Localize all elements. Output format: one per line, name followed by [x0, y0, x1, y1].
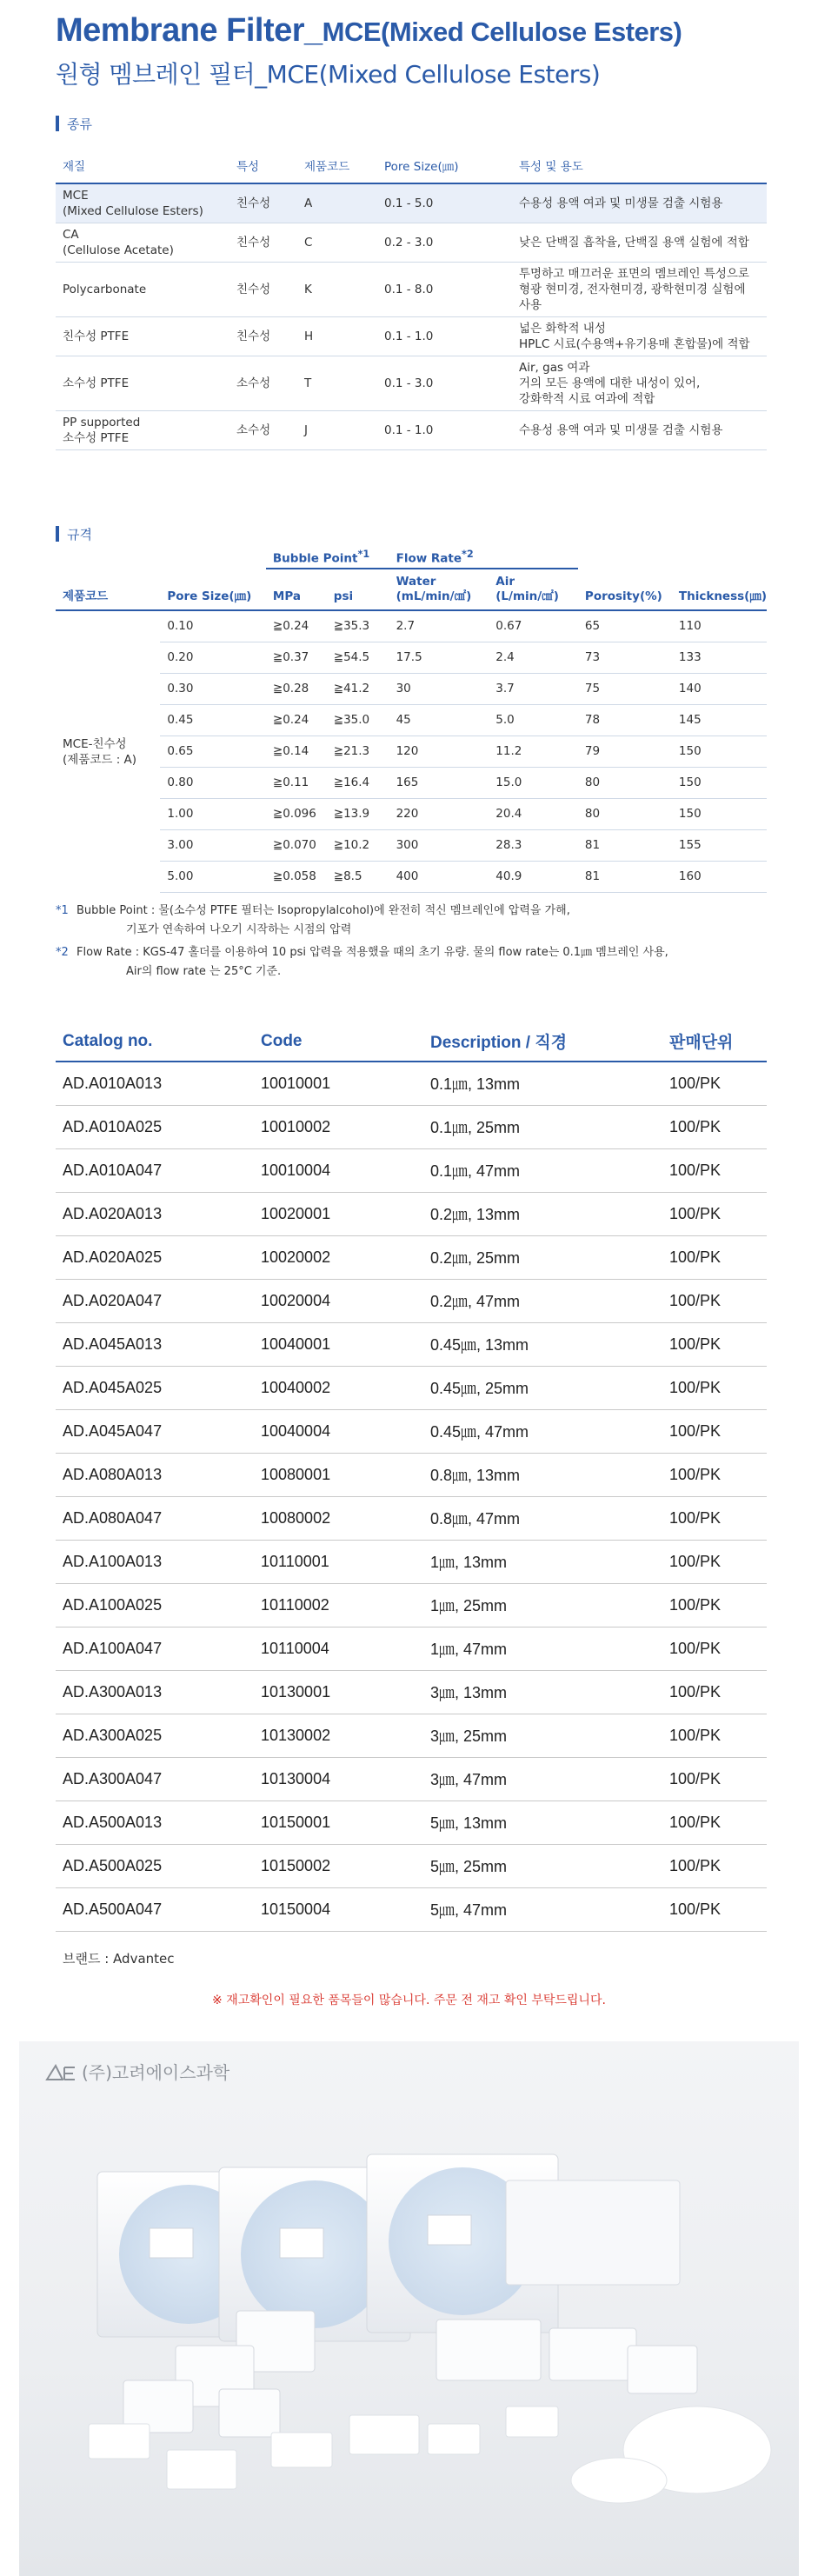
page-subtitle-ko: 원형 멤브레인 필터_MCE(Mixed Cellulose Esters): [56, 60, 601, 89]
spec-air-cell: 2.4: [489, 642, 578, 673]
spec-mpa-cell: ≧0.070: [266, 829, 327, 861]
pore-cell: 0.1 - 8.0: [377, 263, 512, 317]
use-cell: 투명하고 매끄러운 표면의 멤브레인 특성으로 형광 현미경, 전자현미경, 광학현미경 실험에 사용: [512, 263, 767, 317]
spec-porosity-cell: 80: [578, 767, 672, 798]
page-title: Membrane Filter_MCE(Mixed Cellulose Esters): [56, 12, 682, 49]
catalog-cell: 0.45㎛, 25mm: [423, 1366, 662, 1409]
spec-mpa-cell: ≧0.14: [266, 736, 327, 767]
product-photo: [19, 2041, 799, 2576]
catalog-cell: 10080002: [254, 1496, 423, 1540]
spec-thickness-cell: 145: [672, 704, 767, 736]
catalog-cell: 10150002: [254, 1844, 423, 1887]
spec-water-cell: 400: [389, 861, 489, 892]
spec-porosity-cell: 81: [578, 861, 672, 892]
catalog-cell: 10040002: [254, 1366, 423, 1409]
spec-thickness-cell: 110: [672, 610, 767, 642]
catalog-cell: 100/PK: [662, 1540, 767, 1583]
catalog-row: [56, 1670, 767, 1714]
types-col-header: 특성 및 용도: [512, 148, 767, 183]
spec-porosity-cell: 73: [578, 642, 672, 673]
catalog-cell: 5㎛, 47mm: [423, 1887, 662, 1931]
material-cell: 친수성 PTFE: [56, 317, 229, 356]
property-cell: 소수성: [229, 411, 297, 450]
catalog-col-header: Catalog no.: [56, 1022, 254, 1062]
spec-pore-cell: 0.20: [160, 642, 266, 673]
spec-water-cell: 45: [389, 704, 489, 736]
col-thickness: Thickness(㎛): [672, 569, 767, 610]
use-cell: 수용성 용액 여과 및 미생물 검출 시험용: [512, 411, 767, 450]
catalog-cell: 100/PK: [662, 1453, 767, 1496]
spec-psi-cell: ≧35.0: [327, 704, 389, 736]
use-cell: 수용성 용액 여과 및 미생물 검출 시험용: [512, 183, 767, 223]
spec-water-cell: 2.7: [389, 610, 489, 642]
catalog-cell: 3㎛, 25mm: [423, 1714, 662, 1757]
catalog-cell: 1㎛, 25mm: [423, 1583, 662, 1627]
catalog-cell: 0.2㎛, 13mm: [423, 1192, 662, 1235]
types-row: [56, 183, 767, 223]
spec-pore-cell: 0.80: [160, 767, 266, 798]
catalog-cell: 100/PK: [662, 1105, 767, 1148]
catalog-cell: 100/PK: [662, 1887, 767, 1931]
catalog-cell: AD.A020A013: [56, 1192, 254, 1235]
brand-label: 브랜드 : Advantec: [63, 1951, 175, 1967]
col-code: 제품코드: [56, 569, 160, 610]
catalog-cell: 100/PK: [662, 1062, 767, 1105]
catalog-col-header: 판매단위: [662, 1022, 767, 1062]
property-cell: 친수성: [229, 183, 297, 223]
catalog-cell: 10010004: [254, 1148, 423, 1192]
spec-thickness-cell: 160: [672, 861, 767, 892]
types-row: [56, 317, 767, 356]
spec-water-cell: 120: [389, 736, 489, 767]
catalog-row: [56, 1062, 767, 1105]
spec-thickness-cell: 140: [672, 673, 767, 704]
spec-thickness-cell: 155: [672, 829, 767, 861]
spec-row: [56, 829, 767, 861]
catalog-cell: 3㎛, 13mm: [423, 1670, 662, 1714]
spec-porosity-cell: 75: [578, 673, 672, 704]
section-heading-specs: 규격: [56, 525, 92, 542]
catalog-cell: 100/PK: [662, 1627, 767, 1670]
spec-psi-cell: ≧35.3: [327, 610, 389, 642]
spec-row: [56, 767, 767, 798]
catalog-cell: AD.A010A047: [56, 1148, 254, 1192]
footnote-1: *1 Bubble Point : 물(소수성 PTFE 필터는 Isopropylalcohol)에 완전히 적신 멤브레인에 압력을 가해,: [56, 904, 570, 917]
spec-thickness-cell: 150: [672, 767, 767, 798]
spec-water-cell: 30: [389, 673, 489, 704]
spec-thickness-cell: 150: [672, 736, 767, 767]
catalog-cell: 10080001: [254, 1453, 423, 1496]
catalog-cell: 100/PK: [662, 1583, 767, 1627]
types-col-header: 특성: [229, 148, 297, 183]
catalog-cell: 100/PK: [662, 1409, 767, 1453]
catalog-cell: 100/PK: [662, 1714, 767, 1757]
col-porosity: Porosity(%): [578, 569, 672, 610]
catalog-cell: 5㎛, 13mm: [423, 1801, 662, 1844]
spec-row: [56, 736, 767, 767]
col-water: Water (mL/min/㎠): [389, 569, 489, 610]
catalog-cell: AD.A010A013: [56, 1062, 254, 1105]
spec-row: [56, 704, 767, 736]
types-table: [56, 148, 767, 450]
catalog-cell: AD.A500A013: [56, 1801, 254, 1844]
spec-porosity-cell: 79: [578, 736, 672, 767]
property-cell: 친수성: [229, 223, 297, 263]
spec-mpa-cell: ≧0.058: [266, 861, 327, 892]
catalog-col-header: Description / 직경: [423, 1022, 662, 1062]
use-cell: 낮은 단백질 흡착율, 단백질 용액 실험에 적합: [512, 223, 767, 263]
catalog-row: [56, 1105, 767, 1148]
catalog-cell: AD.A100A013: [56, 1540, 254, 1583]
catalog-cell: 100/PK: [662, 1670, 767, 1714]
material-cell: CA (Cellulose Acetate): [56, 223, 229, 263]
col-pore: Pore Size(㎛): [160, 569, 266, 610]
catalog-row: [56, 1192, 767, 1235]
spec-water-cell: 17.5: [389, 642, 489, 673]
catalog-cell: 10020001: [254, 1192, 423, 1235]
code-cell: J: [297, 411, 377, 450]
spec-pore-cell: 5.00: [160, 861, 266, 892]
code-cell: T: [297, 356, 377, 411]
code-cell: K: [297, 263, 377, 317]
catalog-cell: AD.A300A013: [56, 1670, 254, 1714]
section-heading-types: 종류: [56, 115, 92, 132]
catalog-cell: 100/PK: [662, 1844, 767, 1887]
catalog-cell: AD.A100A047: [56, 1627, 254, 1670]
catalog-cell: 10010002: [254, 1105, 423, 1148]
spec-mpa-cell: ≧0.37: [266, 642, 327, 673]
catalog-cell: 1㎛, 47mm: [423, 1627, 662, 1670]
catalog-cell: 5㎛, 25mm: [423, 1844, 662, 1887]
spec-air-cell: 40.9: [489, 861, 578, 892]
spec-mpa-cell: ≧0.096: [266, 798, 327, 829]
catalog-cell: 10010001: [254, 1062, 423, 1105]
spec-psi-cell: ≧21.3: [327, 736, 389, 767]
catalog-cell: AD.A045A047: [56, 1409, 254, 1453]
spec-pore-cell: 0.10: [160, 610, 266, 642]
spec-air-cell: 0.67: [489, 610, 578, 642]
footnote-2: *2 Flow Rate : KGS-47 홀더를 이용하여 10 psi 압력을 적용했을 때의 초기 유량. 물의 flow rate는 0.1㎛ 멤브레인 사용,: [56, 946, 668, 959]
catalog-cell: 10150001: [254, 1801, 423, 1844]
catalog-cell: 0.2㎛, 47mm: [423, 1279, 662, 1322]
use-cell: 넓은 화학적 내성 HPLC 시료(수용액+유기용매 혼합물)에 적합: [512, 317, 767, 356]
spec-psi-cell: ≧10.2: [327, 829, 389, 861]
spec-mpa-cell: ≧0.24: [266, 704, 327, 736]
catalog-cell: 0.1㎛, 13mm: [423, 1062, 662, 1105]
spec-air-cell: 11.2: [489, 736, 578, 767]
footnotes: *1 Bubble Point : 물(소수성 PTFE 필터는 Isopropylalcohol)에 완전히 적신 멤브레인에 압력을 가해, 기포가 연속하여 나오기 시작하는 시점의 압력 *2 Flow Rate : KGS-47 홀더를 이용하여 10 psi 압력을 적용했을 때의 초기 유량. 물의 flow rate는 0.1㎛ 멤브레인 사용, Air의 flow rate 는 25°C 기준.: [56, 902, 767, 982]
catalog-row: [56, 1583, 767, 1627]
spec-row: [56, 798, 767, 829]
pore-cell: 0.1 - 5.0: [377, 183, 512, 223]
catalog-cell: AD.A100A025: [56, 1583, 254, 1627]
spec-thickness-cell: 133: [672, 642, 767, 673]
property-cell: 친수성: [229, 263, 297, 317]
spec-mpa-cell: ≧0.11: [266, 767, 327, 798]
col-psi: psi: [327, 569, 389, 610]
spec-pore-cell: 0.30: [160, 673, 266, 704]
spec-pore-cell: 1.00: [160, 798, 266, 829]
spec-pore-cell: 0.45: [160, 704, 266, 736]
catalog-cell: AD.A500A047: [56, 1887, 254, 1931]
spec-row: [56, 861, 767, 892]
spec-mpa-cell: ≧0.28: [266, 673, 327, 704]
catalog-cell: AD.A300A025: [56, 1714, 254, 1757]
spec-water-cell: 165: [389, 767, 489, 798]
catalog-cell: 0.45㎛, 13mm: [423, 1322, 662, 1366]
spec-psi-cell: ≧16.4: [327, 767, 389, 798]
catalog-cell: 100/PK: [662, 1192, 767, 1235]
spec-row: [56, 642, 767, 673]
catalog-cell: 10040001: [254, 1322, 423, 1366]
types-col-header: 제품코드: [297, 148, 377, 183]
catalog-cell: 100/PK: [662, 1366, 767, 1409]
catalog-cell: 100/PK: [662, 1496, 767, 1540]
types-col-header: Pore Size(㎛): [377, 148, 512, 183]
spec-porosity-cell: 80: [578, 798, 672, 829]
spec-pore-cell: 3.00: [160, 829, 266, 861]
company-logo: (주)고려에이스과학: [45, 2059, 229, 2084]
catalog-row: [56, 1366, 767, 1409]
code-cell: C: [297, 223, 377, 263]
catalog-cell: 0.8㎛, 13mm: [423, 1453, 662, 1496]
catalog-cell: 100/PK: [662, 1279, 767, 1322]
catalog-row: [56, 1801, 767, 1844]
spec-psi-cell: ≧8.5: [327, 861, 389, 892]
catalog-cell: 0.2㎛, 25mm: [423, 1235, 662, 1279]
spec-water-cell: 220: [389, 798, 489, 829]
material-cell: Polycarbonate: [56, 263, 229, 317]
spec-row: [56, 610, 767, 642]
types-row: [56, 411, 767, 450]
catalog-cell: 10020004: [254, 1279, 423, 1322]
spec-air-cell: 20.4: [489, 798, 578, 829]
spec-porosity-cell: 81: [578, 829, 672, 861]
catalog-cell: AD.A500A025: [56, 1844, 254, 1887]
spec-air-cell: 5.0: [489, 704, 578, 736]
catalog-row: [56, 1540, 767, 1583]
pore-cell: 0.1 - 1.0: [377, 317, 512, 356]
catalog-cell: 10110004: [254, 1627, 423, 1670]
catalog-cell: AD.A020A025: [56, 1235, 254, 1279]
catalog-cell: 10130002: [254, 1714, 423, 1757]
catalog-col-header: Code: [254, 1022, 423, 1062]
catalog-cell: 100/PK: [662, 1757, 767, 1801]
spec-row: [56, 673, 767, 704]
spec-psi-cell: ≧13.9: [327, 798, 389, 829]
catalog-row: [56, 1279, 767, 1322]
spec-air-cell: 28.3: [489, 829, 578, 861]
catalog-cell: AD.A080A047: [56, 1496, 254, 1540]
material-cell: 소수성 PTFE: [56, 356, 229, 411]
catalog-row: [56, 1757, 767, 1801]
property-cell: 친수성: [229, 317, 297, 356]
types-row: [56, 263, 767, 317]
catalog-row: [56, 1409, 767, 1453]
code-cell: A: [297, 183, 377, 223]
catalog-cell: AD.A010A025: [56, 1105, 254, 1148]
catalog-cell: 0.8㎛, 47mm: [423, 1496, 662, 1540]
stock-warning: ※ 재고확인이 필요한 품목들이 많습니다. 주문 전 재고 확인 부탁드립니다.: [212, 1994, 606, 2007]
material-cell: MCE (Mixed Cellulose Esters): [56, 183, 229, 223]
bubble-point-group: Bubble Point$^{*1}$: [266, 544, 389, 569]
catalog-row: [56, 1714, 767, 1757]
catalog-cell: AD.A020A047: [56, 1279, 254, 1322]
spec-porosity-cell: 65: [578, 610, 672, 642]
catalog-cell: 10130004: [254, 1757, 423, 1801]
catalog-cell: 100/PK: [662, 1235, 767, 1279]
col-air: Air (L/min/㎠): [489, 569, 578, 610]
specs-table: [56, 544, 767, 893]
col-mpa: MPa: [266, 569, 327, 610]
catalog-cell: AD.A080A013: [56, 1453, 254, 1496]
product-code-cell: MCE-친수성 (제품코드 : A): [63, 736, 137, 767]
spec-thickness-cell: 150: [672, 798, 767, 829]
catalog-cell: 100/PK: [662, 1322, 767, 1366]
catalog-row: [56, 1844, 767, 1887]
spec-air-cell: 15.0: [489, 767, 578, 798]
use-cell: Air, gas 여과 거의 모든 용액에 대한 내성이 있어, 강화학적 시료 여과에 적합: [512, 356, 767, 411]
spec-mpa-cell: ≧0.24: [266, 610, 327, 642]
catalog-cell: 10150004: [254, 1887, 423, 1931]
catalog-row: [56, 1496, 767, 1540]
catalog-cell: AD.A300A047: [56, 1757, 254, 1801]
pore-cell: 0.1 - 3.0: [377, 356, 512, 411]
catalog-cell: 10020002: [254, 1235, 423, 1279]
catalog-cell: 10040004: [254, 1409, 423, 1453]
pore-cell: 0.1 - 1.0: [377, 411, 512, 450]
catalog-cell: 10110002: [254, 1583, 423, 1627]
catalog-row: [56, 1453, 767, 1496]
catalog-table: [56, 1022, 767, 1932]
types-row: [56, 356, 767, 411]
catalog-row: [56, 1148, 767, 1192]
catalog-cell: 3㎛, 47mm: [423, 1757, 662, 1801]
spec-psi-cell: ≧54.5: [327, 642, 389, 673]
catalog-row: [56, 1322, 767, 1366]
pore-cell: 0.2 - 3.0: [377, 223, 512, 263]
types-row: [56, 223, 767, 263]
filter-boxes-illustration: [19, 2041, 799, 2576]
catalog-cell: 100/PK: [662, 1801, 767, 1844]
material-cell: PP supported 소수성 PTFE: [56, 411, 229, 450]
catalog-row: [56, 1627, 767, 1670]
spec-porosity-cell: 78: [578, 704, 672, 736]
catalog-cell: 1㎛, 13mm: [423, 1540, 662, 1583]
catalog-row: [56, 1887, 767, 1931]
catalog-cell: 0.1㎛, 47mm: [423, 1148, 662, 1192]
types-col-header: 재질: [56, 148, 229, 183]
spec-water-cell: 300: [389, 829, 489, 861]
catalog-cell: 0.45㎛, 47mm: [423, 1409, 662, 1453]
catalog-cell: 10110001: [254, 1540, 423, 1583]
catalog-cell: 100/PK: [662, 1148, 767, 1192]
spec-psi-cell: ≧41.2: [327, 673, 389, 704]
flow-rate-group: Flow Rate$^{*2}$: [389, 544, 578, 569]
spec-pore-cell: 0.65: [160, 736, 266, 767]
code-cell: H: [297, 317, 377, 356]
catalog-cell: AD.A045A013: [56, 1322, 254, 1366]
catalog-cell: AD.A045A025: [56, 1366, 254, 1409]
catalog-cell: 10130001: [254, 1670, 423, 1714]
catalog-row: [56, 1235, 767, 1279]
catalog-cell: 0.1㎛, 25mm: [423, 1105, 662, 1148]
spec-air-cell: 3.7: [489, 673, 578, 704]
property-cell: 소수성: [229, 356, 297, 411]
